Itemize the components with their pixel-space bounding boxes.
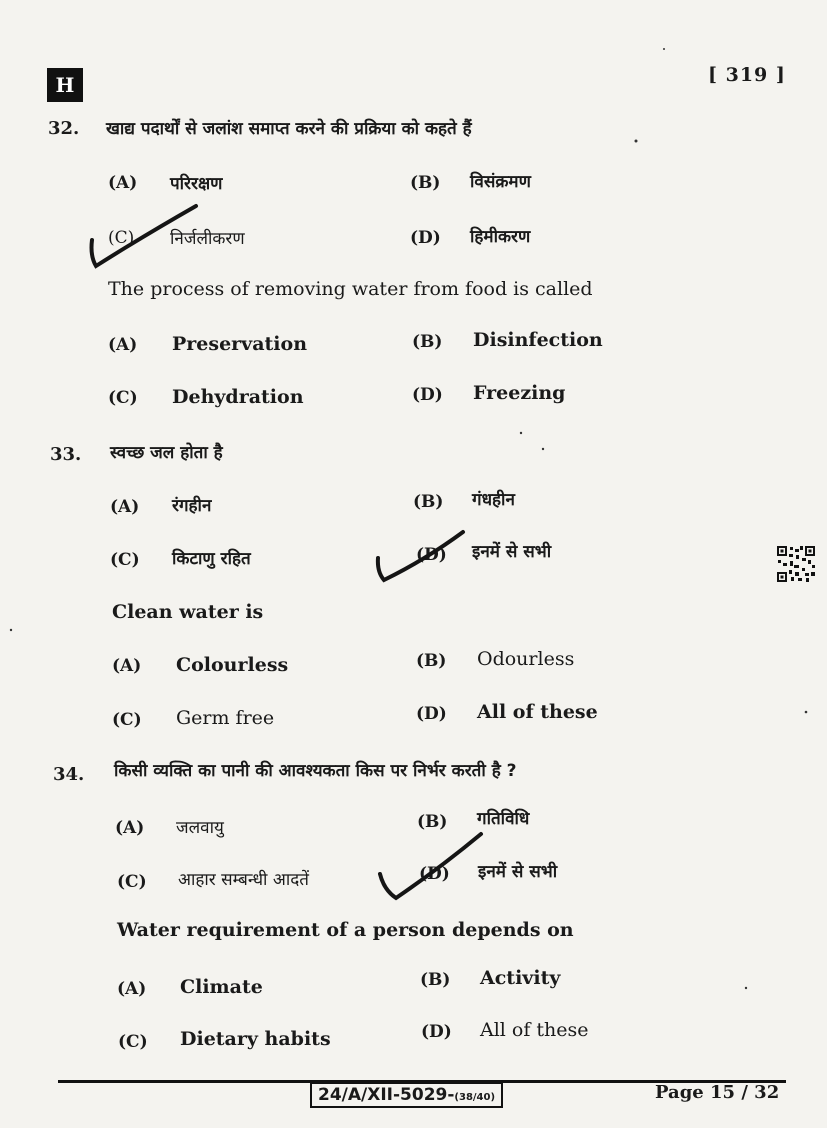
option-label: (B) bbox=[410, 173, 441, 193]
option-text-english: Germ free bbox=[176, 707, 275, 729]
page-indicator: Page 15 / 32 bbox=[655, 1082, 780, 1103]
option-label: (A) bbox=[110, 497, 140, 517]
option-text-english: Climate bbox=[180, 976, 263, 998]
question-number: 34. bbox=[53, 764, 85, 785]
question-number: 32. bbox=[48, 118, 80, 139]
question-text-hindi: स्वच्छ जल होता है bbox=[110, 443, 223, 463]
option-text-english: Disinfection bbox=[473, 329, 603, 351]
option-text-hindi: हिमीकरण bbox=[470, 227, 531, 247]
option-label: (C) bbox=[117, 872, 147, 892]
option-label: (B) bbox=[412, 332, 443, 352]
tick-mark-q33 bbox=[378, 532, 463, 580]
option-text-hindi: विसंक्रमण bbox=[470, 172, 531, 192]
option-label: (D) bbox=[416, 704, 447, 724]
question-text-hindi: खाद्य पदार्थों से जलांश समाप्त करने की प्रक्रिया को कहते हैं bbox=[106, 119, 472, 139]
option-label: (B) bbox=[413, 492, 444, 512]
option-text-hindi: इनमें से सभी bbox=[478, 862, 558, 882]
option-label: (D) bbox=[419, 864, 450, 884]
option-text-english: Dietary habits bbox=[180, 1028, 331, 1050]
option-text-english: Activity bbox=[480, 967, 561, 989]
option-text-hindi: इनमें से सभी bbox=[472, 542, 552, 562]
option-label: (A) bbox=[117, 979, 147, 999]
option-text-english: Freezing bbox=[473, 382, 566, 404]
set-label-badge: H bbox=[47, 68, 83, 102]
option-label: (A) bbox=[115, 818, 145, 838]
option-label: (D) bbox=[421, 1022, 452, 1042]
option-text-english: Colourless bbox=[176, 654, 289, 676]
option-label: (B) bbox=[417, 812, 448, 832]
qr-code-icon bbox=[777, 546, 815, 582]
paper-code-main: 24/A/XII-5029- bbox=[318, 1085, 455, 1105]
option-text-english: Preservation bbox=[172, 333, 308, 355]
option-text-hindi: गंधहीन bbox=[472, 490, 515, 510]
option-label: (C) bbox=[112, 710, 142, 730]
option-label: (C) bbox=[110, 550, 140, 570]
option-text-english: All of these bbox=[477, 701, 598, 723]
option-label: (D) bbox=[416, 545, 447, 565]
option-text-hindi: रंगहीन bbox=[172, 496, 212, 516]
option-text-english: Dehydration bbox=[172, 386, 304, 408]
option-label: (D) bbox=[410, 228, 441, 248]
option-text-hindi: परिरक्षण bbox=[170, 174, 223, 194]
option-label: (C) bbox=[108, 228, 135, 248]
tick-mark-q32 bbox=[92, 206, 197, 266]
page-number: [ 319 ] bbox=[708, 64, 786, 86]
option-text-english: Odourless bbox=[477, 648, 575, 670]
option-label: (A) bbox=[112, 656, 142, 676]
option-label: (B) bbox=[416, 651, 447, 671]
option-label: (C) bbox=[118, 1032, 148, 1052]
option-text-hindi: जलवायु bbox=[176, 818, 224, 838]
paper-code bbox=[310, 1082, 503, 1108]
question-text-english: Water requirement of a person depends on bbox=[117, 919, 574, 941]
option-label: (D) bbox=[412, 385, 443, 405]
option-text-hindi: निर्जलीकरण bbox=[170, 229, 245, 249]
question-number: 33. bbox=[50, 444, 82, 465]
option-label: (A) bbox=[108, 335, 138, 355]
option-text-hindi: किटाणु रहित bbox=[172, 549, 251, 569]
option-text-english: All of these bbox=[480, 1019, 589, 1041]
option-label: (B) bbox=[420, 970, 451, 990]
question-text-english: Clean water is bbox=[112, 601, 264, 623]
option-text-hindi: आहार सम्बन्धी आदतें bbox=[178, 870, 309, 890]
paper-code-small: (38/40) bbox=[454, 1092, 496, 1103]
question-text-hindi: किसी व्यक्ति का पानी की आवश्यकता किस पर निर्भर करती है ? bbox=[114, 761, 517, 781]
question-text-english: The process of removing water from food is called bbox=[108, 278, 593, 300]
option-label: (A) bbox=[108, 173, 138, 193]
option-text-hindi: गतिविधि bbox=[477, 809, 530, 829]
tick-mark-q34 bbox=[380, 834, 481, 898]
option-label: (C) bbox=[108, 388, 138, 408]
